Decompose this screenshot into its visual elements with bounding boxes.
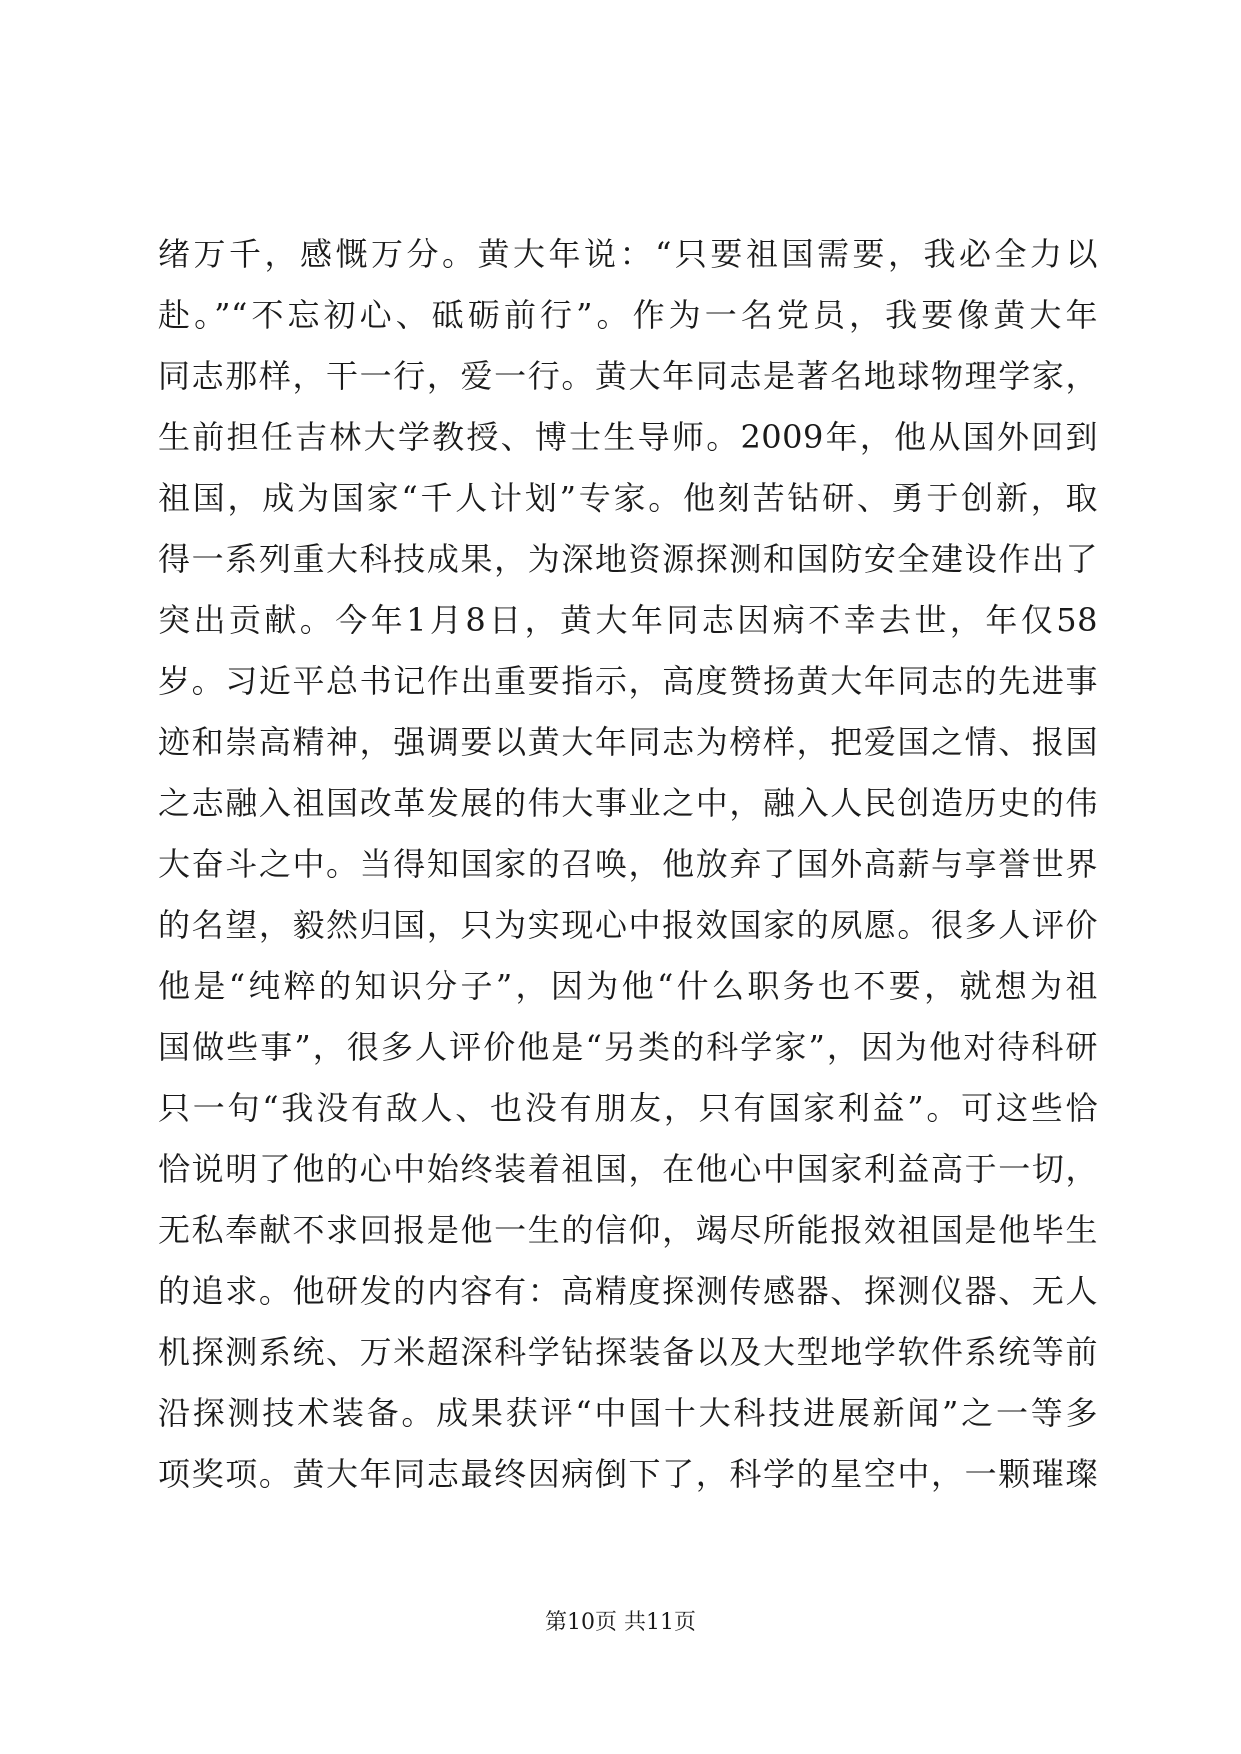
- text-line: 大奋斗之中。当得知国家的召唤，他放弃了国外高薪与享誉世界: [158, 845, 1098, 883]
- text-line: 的追求。他研发的内容有：高精度探测传感器、探测仪器、无人: [158, 1272, 1098, 1310]
- text-line: 恰说明了他的心中始终装着祖国，在他心中国家利益高于一切，: [158, 1150, 1098, 1188]
- text-line: 项奖项。黄大年同志最终因病倒下了，科学的星空中，一颗璀璨: [158, 1455, 1098, 1493]
- text-line: 同志那样，干一行，爱一行。黄大年同志是著名地球物理学家，: [158, 357, 1098, 395]
- text-line: 无私奉献不求回报是他一生的信仰，竭尽所能报效祖国是他毕生: [158, 1211, 1098, 1249]
- text-line: 祖国，成为国家“千人计划”专家。他刻苦钻研、勇于创新，取: [158, 479, 1098, 517]
- text-line: 生前担任吉林大学教授、博士生导师。2009年，他从国外回到: [158, 418, 1098, 456]
- text-line: 国做些事”，很多人评价他是“另类的科学家”，因为他对待科研: [158, 1028, 1098, 1066]
- text-line: 沿探测技术装备。成果获评“中国十大科技进展新闻”之一等多: [158, 1394, 1098, 1432]
- text-line: 机探测系统、万米超深科学钻探装备以及大型地学软件系统等前: [158, 1333, 1098, 1371]
- text-line: 突出贡献。今年1月8日，黄大年同志因病不幸去世，年仅58: [158, 601, 1098, 639]
- text-line: 绪万千，感慨万分。黄大年说：“只要祖国需要，我必全力以: [158, 235, 1098, 273]
- body-text: [158, 224, 1098, 1505]
- text-line: 的名望，毅然归国，只为实现心中报效国家的夙愿。很多人评价: [158, 906, 1098, 944]
- text-line: 他是“纯粹的知识分子”，因为他“什么职务也不要，就想为祖: [158, 967, 1098, 1005]
- text-line: 迹和崇高精神，强调要以黄大年同志为榜样，把爱国之情、报国: [158, 723, 1098, 761]
- text-line: 只一句“我没有敌人、也没有朋友，只有国家利益”。可这些恰: [158, 1089, 1098, 1127]
- text-line: 赴。”“不忘初心、砥砺前行”。作为一名党员，我要像黄大年: [158, 296, 1098, 334]
- text-line: 得一系列重大科技成果，为深地资源探测和国防安全建设作出了: [158, 540, 1098, 578]
- text-line: 之志融入祖国改革发展的伟大事业之中，融入人民创造历史的伟: [158, 784, 1098, 822]
- text-line: 岁。习近平总书记作出重要指示，高度赞扬黄大年同志的先进事: [158, 662, 1098, 700]
- page-footer: 第10页 共11页: [545, 1610, 696, 1635]
